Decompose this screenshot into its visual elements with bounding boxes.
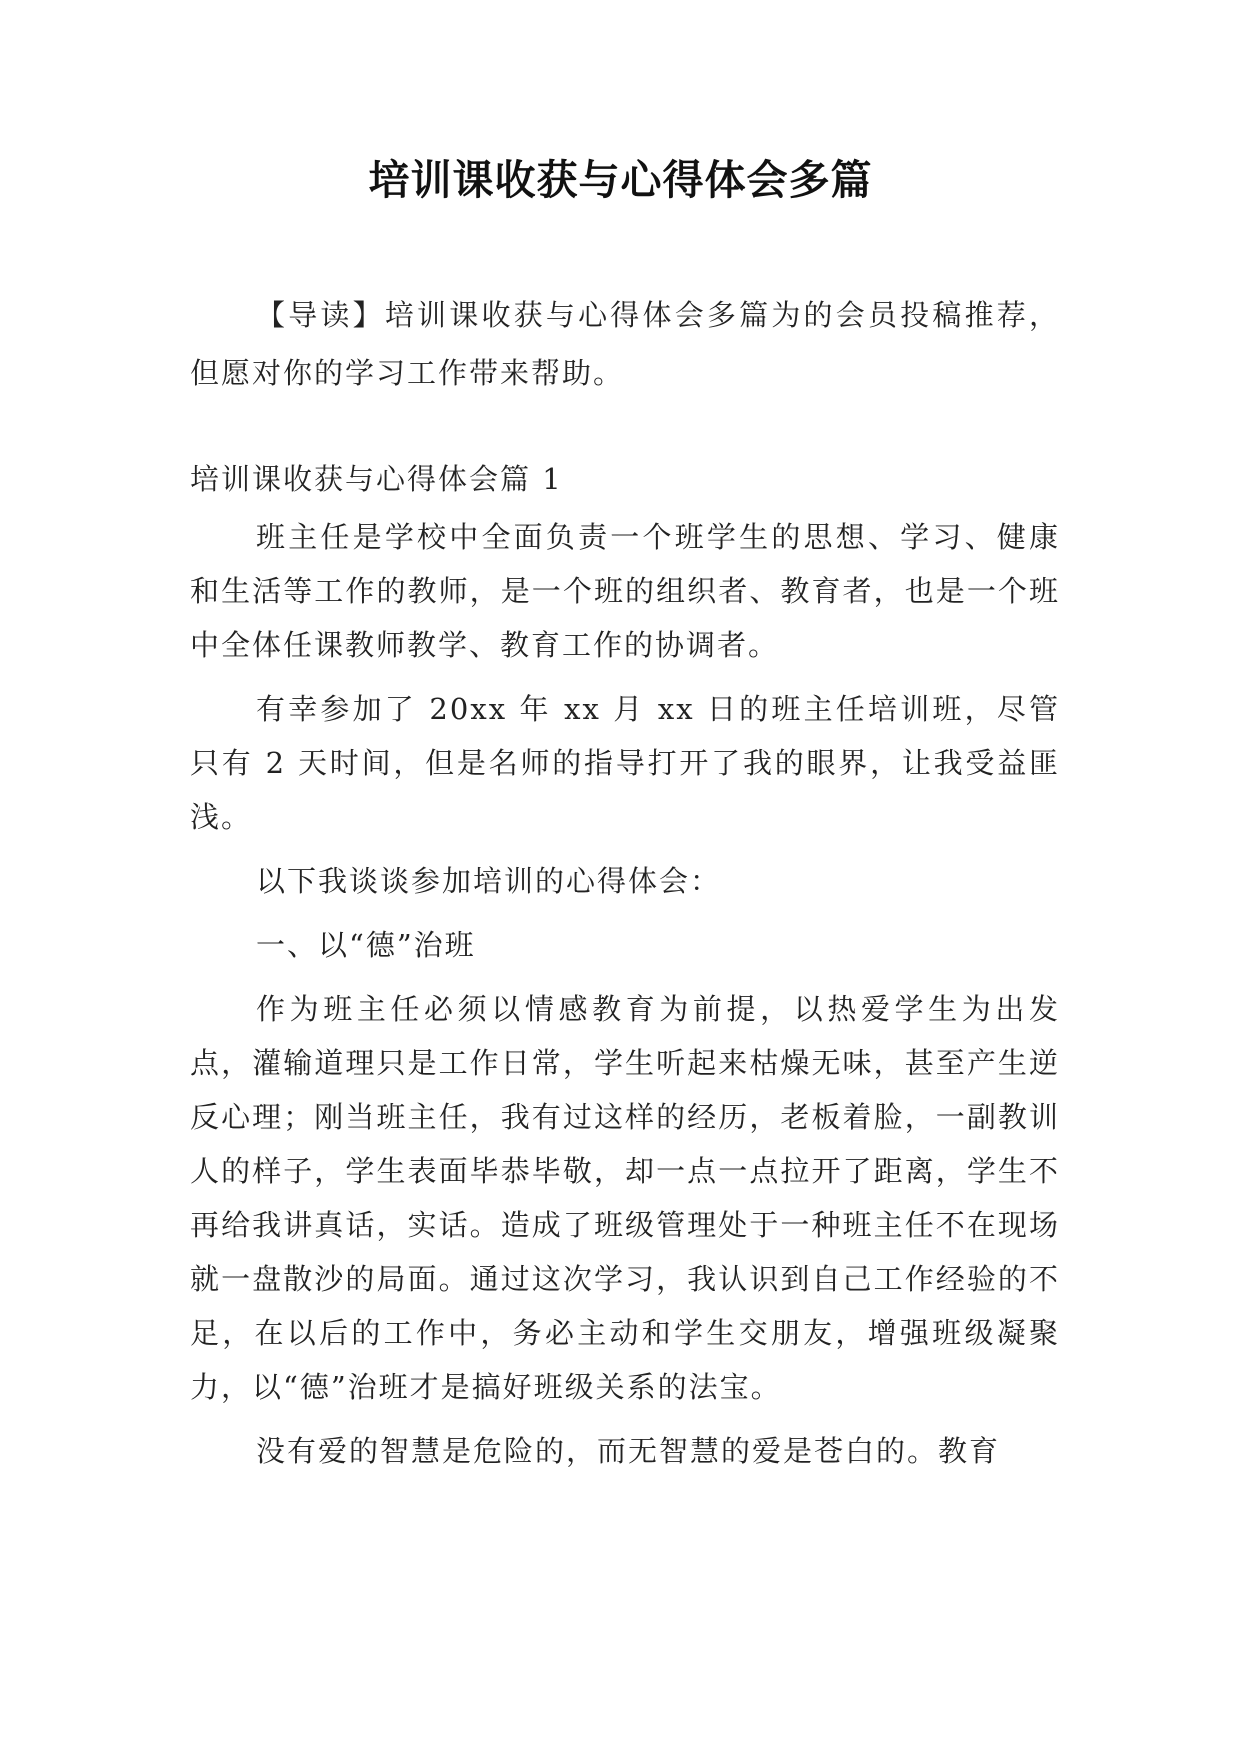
body-paragraph: 以下我谈谈参加培训的心得体会： xyxy=(256,864,722,898)
body-paragraph: 班主任是学校中全面负责一个班学生的思想、学习、健康和生活等工作的教师，是一个班的组织者、教育者，也是一个班中全体任课教师教学、教育工作的协调者。 xyxy=(190,520,1060,662)
document-body xyxy=(190,286,1060,1478)
body-paragraph: 没有爱的智慧是危险的，而无智慧的爱是苍白的。教育 xyxy=(256,1434,1001,1468)
body-paragraph: 作为班主任必须以情感教育为前提，以热爱学生为出发点，灌输道理只是工作日常，学生听起来枯燥无味，甚至产生逆反心理；刚当班主任，我有过这样的经历，老板着脸，一副教训人的样子，学生表面毕恭毕敬，却一点一点拉开了距离，学生不再给我讲真话，实话。造成了班级管理处于一种班主任不在现场就一盘散沙的局面。通过这次学习，我认识到自己工作经验的不足，在以后的工作中，务必主动和学生交朋友，增强班级凝聚力，以“德”治班才是搞好班级关系的法宝。 xyxy=(190,992,1060,1404)
document-title: 培训课收获与心得体会多篇 xyxy=(368,156,873,204)
intro-paragraph: 【导读】培训课收获与心得体会多篇为的会员投稿推荐，但愿对你的学习工作带来帮助。 xyxy=(190,298,1060,390)
section-spacer xyxy=(190,402,1060,452)
body-paragraph: 有幸参加了 20xx 年 xx 月 xx 日的班主任培训班，尽管只有 2 天时间，但是名师的指导打开了我的眼界，让我受益匪浅。 xyxy=(190,692,1060,834)
subheading-paragraph: 一、以“德”治班 xyxy=(256,928,476,962)
section-heading: 培训课收获与心得体会篇 1 xyxy=(190,462,563,496)
